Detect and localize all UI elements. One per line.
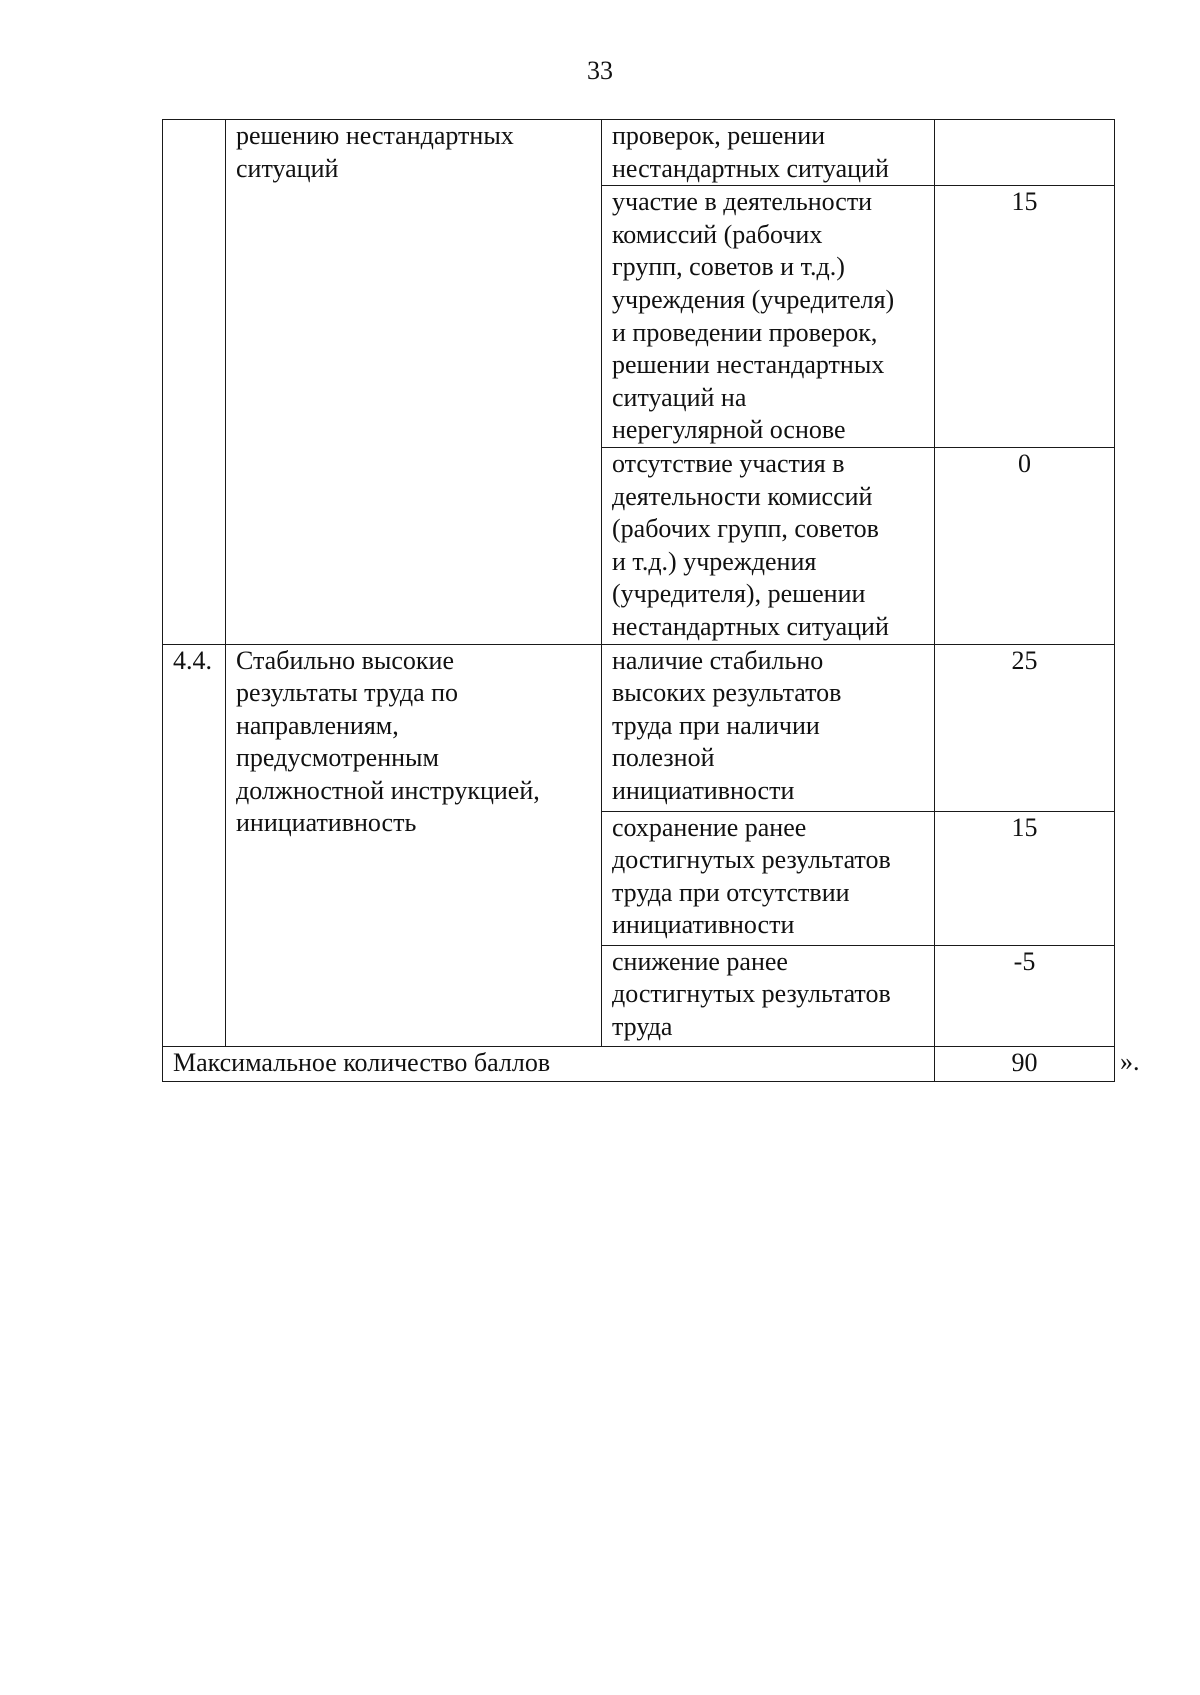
criterion-cell	[226, 120, 602, 645]
criterion-text: Стабильно высокие результаты труда по направлениям, предусмотренным должностной инструкцией, инициативность	[236, 645, 540, 838]
indicator-cell	[602, 644, 935, 811]
criterion-text: решению нестандартных ситуаций	[236, 121, 514, 183]
indicator-cell	[602, 447, 935, 644]
indicator-cell	[602, 945, 935, 1046]
indicator-cell	[602, 811, 935, 945]
indicator-text: участие в деятельности комиссий (рабочих групп, советов и т.д.) учреждения (учредителя) и проведении проверок, решении нестандартных ситуаций на нерегулярной основе	[612, 187, 895, 445]
total-label-cell	[163, 1046, 935, 1081]
score-value: -5	[1013, 946, 1036, 976]
indicator-text: проверок, решении нестандартных ситуаций	[612, 121, 889, 183]
score-cell	[935, 120, 1115, 186]
score-value: 15	[1011, 187, 1038, 217]
total-score-cell	[935, 1046, 1115, 1081]
score-value: 15	[1011, 812, 1038, 842]
indicator-text: сохранение ранее достигнутых результатов труда при отсутствии инициативности	[612, 812, 891, 940]
score-cell	[935, 644, 1115, 811]
criteria-table	[162, 119, 1115, 1082]
score-cell	[935, 447, 1115, 644]
indicator-text: снижение ранее достигнутых результатов труда	[612, 946, 891, 1041]
score-value: 25	[1011, 645, 1038, 675]
total-label: Максимальное количество баллов	[173, 1047, 551, 1077]
score-cell	[935, 811, 1115, 945]
criterion-cell	[226, 644, 602, 1046]
total-score: 90	[1011, 1047, 1038, 1077]
score-cell	[935, 186, 1115, 448]
indicator-cell	[602, 120, 935, 186]
closing-quote: ».	[1120, 1047, 1140, 1076]
row-number: 4.4.	[173, 645, 212, 675]
page-number: 33	[587, 56, 613, 85]
indicator-text: отсутствие участия в деятельности комиссий (рабочих групп, советов и т.д.) учреждения (учредителя), решении нестандартных ситуаций	[612, 448, 889, 641]
score-cell	[935, 945, 1115, 1046]
score-value: 0	[1018, 448, 1031, 478]
row-number-cell	[163, 644, 226, 1046]
indicator-cell	[602, 186, 935, 448]
table-row	[163, 644, 1115, 811]
indicator-text: наличие стабильно высоких результатов труда при наличии полезной инициативности	[612, 645, 842, 805]
table-row	[163, 120, 1115, 186]
total-row	[163, 1046, 1115, 1081]
row-number-cell	[163, 120, 226, 645]
